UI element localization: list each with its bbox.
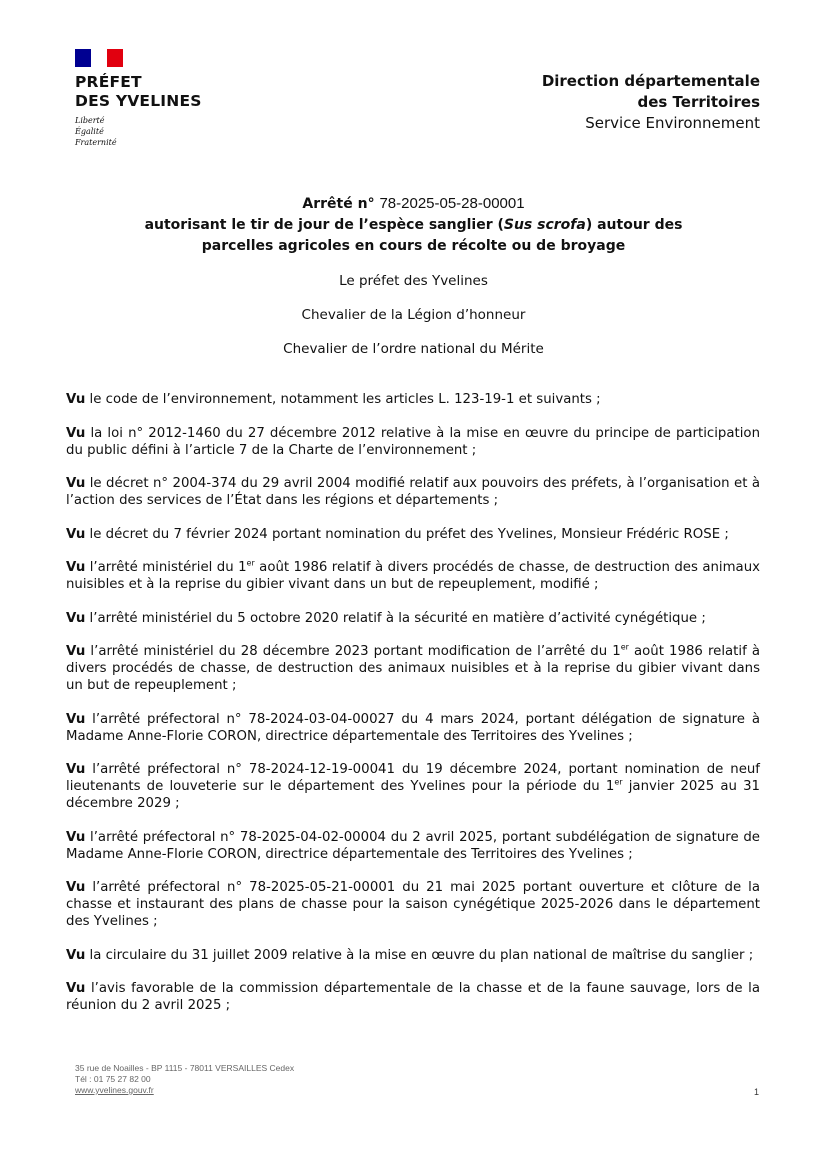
visa-prefix: Vu	[66, 947, 86, 963]
title-text: autorisant le tir de jour de l’espèce sanglier (	[144, 217, 504, 233]
visa-text: l’arrêté ministériel du 5 octobre 2020 relatif à la sécurité en matière d’activité cynégétique ;	[89, 610, 706, 626]
visa-paragraph	[66, 711, 760, 745]
intro-line: Chevalier de la Légion d’honneur	[301, 307, 526, 323]
direction-line1: Direction départementale	[541, 72, 760, 90]
visa-prefix: Vu	[66, 560, 86, 575]
direction-line2: des Territoires	[637, 93, 760, 111]
visa-paragraph	[66, 610, 760, 627]
visa-text: l’arrêté préfectoral n° 78-2025-04-02-00004 du 2 avril 2025, portant subdélégation de signature de Madame Anne-Florie CORON, directrice départementale des Territoires des Yvelines ;	[66, 829, 760, 862]
visa-prefix: Vu	[66, 476, 86, 491]
visa-prefix: Vu	[66, 880, 86, 895]
ordinal-superscript: er	[614, 777, 623, 787]
footer-website-link[interactable]: www.yvelines.gouv.fr	[75, 1085, 154, 1095]
devise-fraternite: Fraternité	[75, 138, 117, 147]
arrete-title	[0, 193, 827, 257]
footer	[75, 1063, 294, 1096]
visa-text: l’arrêté préfectoral n° 78-2025-05-21-00001 du 21 mai 2025 portant ouverture et clôture de la chasse et instaurant des plans de chasse pour la saison cynégétique 2025-2026 dans le département des Yvelines ;	[66, 880, 760, 929]
visa-text: janvier 2025 au 31 décembre 2029 ;	[66, 779, 760, 811]
visa-text: l’avis favorable de la commission départementale de la chasse et de la faune sauvage, lors de la réunion du 2 avril 2025 ;	[66, 981, 760, 1013]
visa-prefix: Vu	[66, 392, 86, 407]
visa-paragraph	[66, 391, 760, 408]
visa-paragraph	[66, 643, 760, 694]
marianne-flag-icon	[75, 49, 123, 67]
visa-prefix: Vu	[66, 644, 86, 659]
visa-text: l’arrêté préfectoral n° 78-2024-12-19-00041 du 19 décembre 2024, portant nomination de neuf lieutenants de louveterie sur le département des Yvelines pour la période du 1	[66, 762, 760, 794]
visa-text: l’arrêté ministériel du 28 décembre 2023 portant modification de l’arrêté du 1	[90, 644, 621, 659]
visa-paragraph	[66, 425, 760, 459]
visa-prefix: Vu	[66, 526, 86, 542]
visa-prefix: Vu	[66, 829, 86, 845]
arrete-label: Arrêté n°	[302, 196, 375, 212]
intro-line: Le préfet des Yvelines	[339, 273, 488, 289]
ordinal-superscript: er	[246, 558, 255, 568]
devise-egalite: Égalité	[75, 127, 104, 136]
visa-paragraph	[66, 879, 760, 930]
species-name: Sus scrofa	[503, 217, 586, 233]
visa-paragraph	[66, 980, 760, 1014]
visa-text: l’arrêté ministériel du 1	[89, 560, 247, 575]
intro-line: Chevalier de l’ordre national du Mérite	[283, 341, 544, 357]
prefet-line1: PRÉFET	[75, 73, 142, 91]
footer-phone: Tél : 01 75 27 82 00	[75, 1074, 151, 1084]
visa-paragraph	[66, 761, 760, 812]
title-text: ) autour des	[585, 217, 683, 233]
visa-prefix: Vu	[66, 981, 86, 996]
visa-paragraph	[66, 559, 760, 593]
footer-address: 35 rue de Noailles - BP 1115 - 78011 VERSAILLES Cedex	[75, 1063, 295, 1073]
visa-prefix: Vu	[66, 711, 86, 727]
prefet-line2: DES YVELINES	[75, 92, 202, 110]
visa-text: août 1986 relatif à divers procédés de chasse, de destruction des animaux nuisibles et à la reprise du gibier vivant dans un but de repeuplement ;	[66, 644, 761, 693]
visa-text: le décret du 7 février 2024 portant nomination du préfet des Yvelines, Monsieur Frédéric ROSE ;	[89, 526, 729, 542]
ordinal-superscript: er	[620, 642, 629, 652]
visa-prefix: Vu	[66, 610, 86, 626]
page-number: 1	[753, 1087, 759, 1097]
visa-text: la loi n° 2012-1460 du 27 décembre 2012 relative à la mise en œuvre du principe de participation du public défini à l’article 7 de la Charte de l’environnement ;	[66, 425, 760, 458]
visa-paragraph	[66, 947, 760, 964]
prefet-name	[75, 73, 202, 111]
visa-text: le décret n° 2004-374 du 29 avril 2004 modifié relatif aux pouvoirs des préfets, à l’organisation et à l’action des services de l’État dans les régions et départements ;	[66, 476, 760, 508]
visa-text: la circulaire du 31 juillet 2009 relative à la mise en œuvre du plan national de maîtrise du sanglier ;	[89, 947, 754, 963]
visa-prefix: Vu	[66, 762, 86, 777]
visas-list	[66, 391, 760, 1031]
prefet-logo	[75, 49, 202, 148]
prefet-intro	[0, 273, 827, 375]
arrete-number: 78-2025-05-28-00001	[379, 195, 525, 212]
visa-text: août 1986 relatif à divers procédés de chasse, de destruction des animaux nuisibles et à la reprise du gibier vivant dans un but de repeuplement, modifié ;	[66, 560, 760, 592]
direction-block	[542, 71, 760, 134]
visa-prefix: Vu	[66, 425, 86, 441]
title-line3: parcelles agricoles en cours de récolte ou de broyage	[201, 238, 626, 254]
visa-text: l’arrêté préfectoral n° 78-2024-03-04-00027 du 4 mars 2024, portant délégation de signature à Madame Anne-Florie CORON, directrice départementale des Territoires des Yvelines ;	[66, 711, 760, 744]
devise	[75, 115, 202, 148]
devise-liberte: Liberté	[75, 116, 105, 125]
visa-paragraph	[66, 526, 760, 543]
visa-paragraph	[66, 475, 760, 509]
visa-paragraph	[66, 829, 760, 863]
service-name: Service Environnement	[585, 114, 760, 132]
visa-text: le code de l’environnement, notamment les articles L. 123-19-1 et suivants ;	[89, 392, 601, 407]
